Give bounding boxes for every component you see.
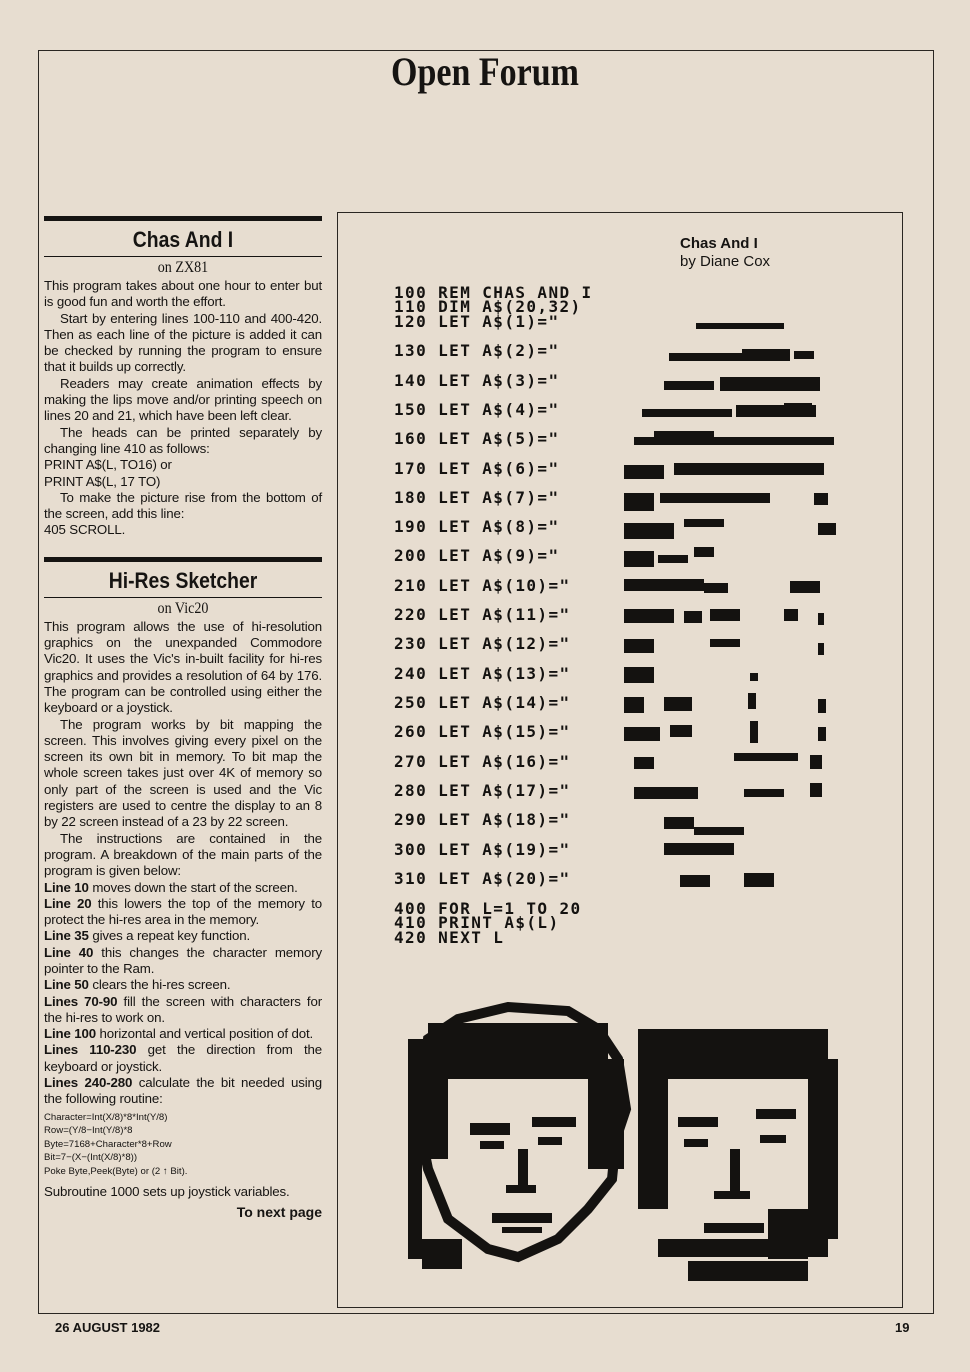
code-snippet: 405 SCROLL. [44,522,126,538]
formula-line: Poke Byte,Peek(Byte) or (2 ↑ Bit). [44,1166,188,1178]
code-line: 400 FOR L=1 TO 20 [394,899,582,918]
code-line: 120 LET A$(1)=" [394,312,560,331]
code-line: 170 LET A$(6)=" [394,459,560,478]
article-paragraph: Start by entering lines 100-110 and 400-420. Then as each line of the picture is added it can be checked by running the program to ensure that it builds up correctly. [44,310,322,375]
code-snippet: PRINT A$(L, TO16) or [44,457,172,473]
line-description [44,945,322,978]
program-listing-box [337,212,903,1308]
code-line: 260 LET A$(15)=" [394,722,571,741]
line-key: Line 10 [44,879,89,895]
article-paragraph: To make the picture rise from the bottom of the screen, add this line: [44,489,322,522]
line-text: gives a repeat key function. [88,928,250,944]
article-paragraph: The instructions are contained in the program. A breakdown of the main parts of the program is given below: [44,830,322,879]
line-text: fill the screen with characters for the hi-res to work on. [44,993,322,1025]
code-line: 250 LET A$(14)=" [394,693,571,712]
line-description [44,977,322,993]
code-line: 130 LET A$(2)=" [394,341,560,360]
listing-author: by Diane Cox [680,253,771,270]
title-underline [44,256,322,257]
section-rule [44,216,322,221]
line-description [44,1075,322,1108]
formula-line: Byte=7168+Character*8+Row [44,1138,172,1150]
article-paragraph: The heads can be printed separately by changing line 410 as follows: [44,424,322,456]
page-number: 19 [895,1320,910,1335]
listing-caption [680,235,770,270]
code-line: 140 LET A$(3)=" [394,371,560,390]
section-rule [44,557,322,562]
code-line: 300 LET A$(19)=" [394,840,571,859]
code-line: 110 DIM A$(20,32) [394,297,582,316]
line-text: horizontal and vertical position of dot. [96,1026,314,1042]
formula-line: Bit=7−(X−(Int(X/8)*8)) [44,1152,138,1164]
code-line: 220 LET A$(11)=" [394,605,571,624]
platform-label-zx81: on ZX81 [157,259,209,276]
chas-and-i-portrait [388,999,858,1289]
code-line: 200 LET A$(9)=" [394,546,560,565]
code-line: 270 LET A$(16)=" [394,752,571,771]
line-description [44,896,322,929]
article-title-chas: Chas And I [132,227,234,252]
line-key: Line 100 [44,1026,97,1042]
issue-date: 26 AUGUST 1982 [55,1320,161,1335]
line-text: moves down the start of the screen. [88,879,298,895]
code-line: 180 LET A$(7)=" [394,488,560,507]
line-description [44,928,322,944]
closing-note: Subroutine 1000 sets up joystick variables. [44,1183,290,1199]
code-line: 150 LET A$(4)=" [394,400,560,419]
code-line: 280 LET A$(17)=" [394,781,571,800]
article-paragraph: The program works by bit mapping the screen. This involves giving every pixel on the screen its own bit in memory. To bit map the whole screen takes just over 4K of memory so only part of the screen is used and the Vic registers are used to centre the display to an 8 by 22 screen instead of a 23 by 22 screen. [44,716,322,830]
title-underline [44,597,322,598]
formula-line: Character=Int(X/8)*8*Int(Y/8) [44,1111,168,1123]
code-line: 310 LET A$(20)=" [394,869,571,888]
line-description [44,880,322,896]
code-line: 290 LET A$(18)=" [394,810,571,829]
line-text: get the direction from the keyboard or joystick. [44,1042,322,1074]
code-snippet: PRINT A$(L, 17 TO) [44,473,161,489]
formula-line: Row=(Y/8−Int(Y/8)*8 [44,1125,133,1137]
line-key: Lines 110-230 [44,1042,137,1058]
left-column [44,216,322,1220]
listing-title: Chas And I [680,235,758,252]
code-line: 160 LET A$(5)=" [394,429,560,448]
block-graphics-strings [624,313,884,903]
code-line: 230 LET A$(12)=" [394,634,571,653]
next-page-link: To next page [236,1203,322,1220]
graphic-block [696,323,784,329]
code-line: 240 LET A$(13)=" [394,664,571,683]
line-text: this changes the character memory pointer to the Ram. [44,944,322,976]
line-text: this lowers the top of the memory to protect the hi-res area in the memory. [44,895,322,928]
line-description [44,1042,322,1075]
code-line: 210 LET A$(10)=" [394,576,571,595]
code-line: 100 REM CHAS AND I [394,283,593,302]
code-line: 420 NEXT L [394,928,505,947]
line-key: Line 20 [44,895,92,911]
line-key: Line 50 [44,977,89,993]
article-title-hires: Hi-Res Sketcher [108,567,258,593]
line-key: Line 35 [44,928,89,944]
line-description [44,994,322,1027]
line-key: Lines 240-280 [44,1075,133,1091]
platform-label-vic20: on Vic20 [157,599,209,617]
line-text: calculate the bit needed using the following routine: [44,1075,322,1107]
line-description [44,1026,322,1042]
masthead-title: Open Forum [391,49,579,94]
code-line: 410 PRINT A$(L) [394,913,560,932]
line-key: Line 40 [44,944,94,960]
code-line: 190 LET A$(8)=" [394,517,560,536]
line-key: Lines 70-90 [44,993,118,1009]
article-paragraph: This program allows the use of hi-resolution graphics on the unexpanded Commodore Vic20. It uses the Vic's in-built facility for hi-res graphics and provides a resolution of 64 by 176. The program can be controlled using either the keyboard or a joystick. [44,618,322,716]
article-paragraph: Readers may create animation effects by making the lips move and/or printing speech on lines 20 and 21, which have been left clear. [44,375,322,424]
line-text: clears the hi-res screen. [88,977,231,993]
article-paragraph: This program takes about one hour to enter but is good fun and worth the effort. [44,278,322,310]
